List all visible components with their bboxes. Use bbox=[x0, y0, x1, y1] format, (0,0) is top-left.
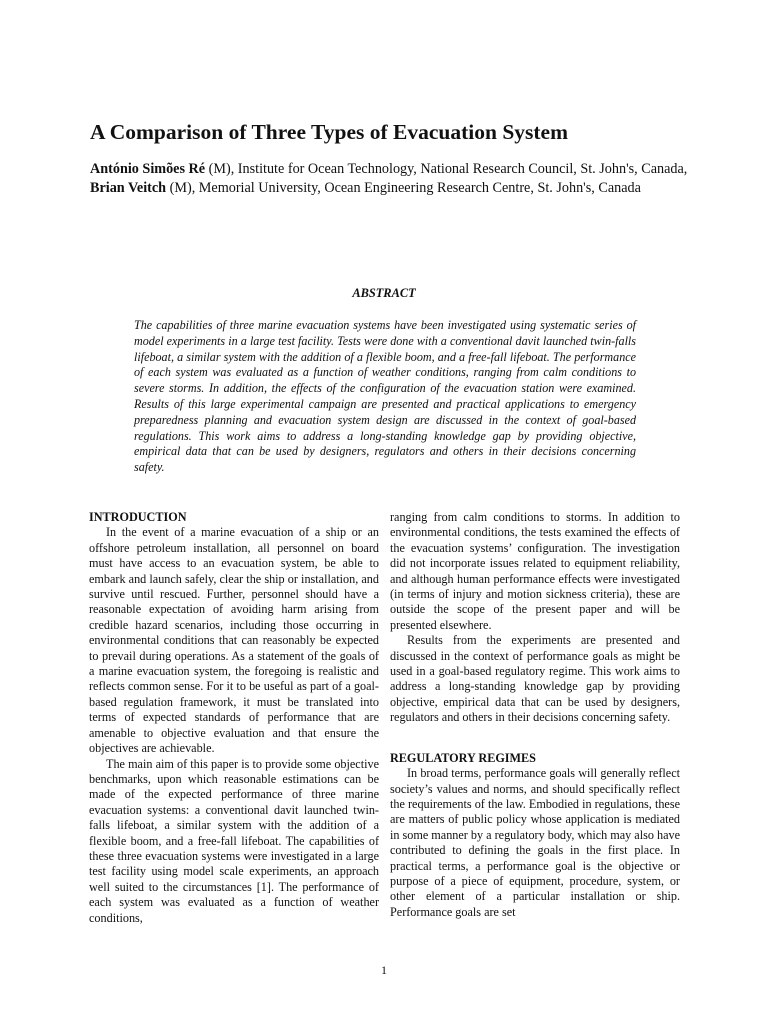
author-name-1: António Simões Ré bbox=[90, 161, 206, 177]
abstract-body: The capabilities of three marine evacuation systems have been investigated using systematic series of model experiments in a large test facility. Tests were done with a conventional davit launched twin-falls lifeboat, a similar system with the addition of a flexible boom, and a free-fall lifeboat. The performance of each system was evaluated as a function of weather conditions, ranging from calm conditions to severe storms. In addition, the effects of the configuration of the evacuation station were examined. Results of this large experimental campaign are presented and practical applications to emergency preparedness planning and evacuation system design are discussed in the context of goal-based regulations. This work aims to address a long-standing knowledge gap by providing objective, empirical data that can be used by designers, regulators and others in their decisions concerning safety. bbox=[134, 318, 636, 475]
left-column bbox=[89, 510, 379, 926]
introduction-paragraph-1: In the event of a marine evacuation of a ship or an offshore petroleum installation, all personnel on board must have access to an evacuation system, be able to embark and launch safely, clear the ship or installation, and survive until rescued. Further, personnel should have a reasonable expectation of avoiding harm arising from credible hazard scenarios, including those occurring in environmental conditions that can reasonably be expected to prevail during operations. As a statement of the goals of a marine evacuation system, the foregoing is realistic and reflects common sense. For it to be useful as part of a goal-based regulation framework, it must be translated into terms of expected standards of performance that are amenable to objective evaluation and that ensure the objectives are achievable. bbox=[89, 525, 379, 756]
abstract-heading: ABSTRACT bbox=[352, 286, 416, 300]
page-number: 1 bbox=[381, 963, 387, 977]
regulatory-regimes-heading: REGULATORY REGIMES bbox=[390, 750, 536, 765]
author-affiliation-2: (M), Memorial University, Ocean Engineering Research Centre, St. John's, Canada bbox=[166, 179, 641, 196]
introduction-heading: INTRODUCTION bbox=[89, 510, 187, 524]
paper-title: A Comparison of Three Types of Evacuation System bbox=[90, 120, 569, 144]
introduction-paragraph-2: The main aim of this paper is to provide some objective benchmarks, upon which reasonable estimations can be made of the expected performance of three marine evacuation systems: a conventional davit launched twin-falls lifeboat, a similar system with the addition of a flexible boom, and a free-fall lifeboat. The capabilities of these three evacuation systems were investigated in a large test facility using model scale experiments, an approach well suited to the circumstances [1]. The performance of each system was evaluated as a function of weather conditions, bbox=[89, 756, 379, 925]
section-spacer bbox=[390, 726, 680, 751]
introduction-paragraph-2-continued: ranging from calm conditions to storms. In addition to environmental conditions, the tests examined the effects of the evacuation systems’ configuration. The investigation did not incorporate issues related to equipment reliability, and although human performance effects were investigated (in terms of injury and motion sickness criteria), these are outside the scope of the present paper and will be presented elsewhere. bbox=[390, 510, 680, 632]
author-name-2: Brian Veitch bbox=[90, 179, 167, 196]
right-column bbox=[390, 510, 680, 920]
author-affiliation-1: (M), Institute for Ocean Technology, National Research Council, St. John's, Canada, bbox=[205, 161, 688, 177]
author-list bbox=[90, 160, 690, 197]
regulatory-paragraph-1: In broad terms, performance goals will generally reflect society’s values and norms, and should specifically reflect the requirements of the law. Embodied in regulations, these are matters of public policy whose application is mediated in some manner by a regulatory body, which may also have contributed to defining the goals in the first place. In practical terms, a performance goal is the objective or purpose of a piece of equipment, procedure, system, or other element of a particular installation or ship. Performance goals are set bbox=[390, 766, 680, 919]
introduction-paragraph-3: Results from the experiments are presented and discussed in the context of performance goals as might be used in a goal-based regulatory regime. This work aims to address a long-standing knowledge gap by providing objective, empirical data that can be used by designers, regulators and others in their decisions concerning safety. bbox=[390, 633, 680, 725]
